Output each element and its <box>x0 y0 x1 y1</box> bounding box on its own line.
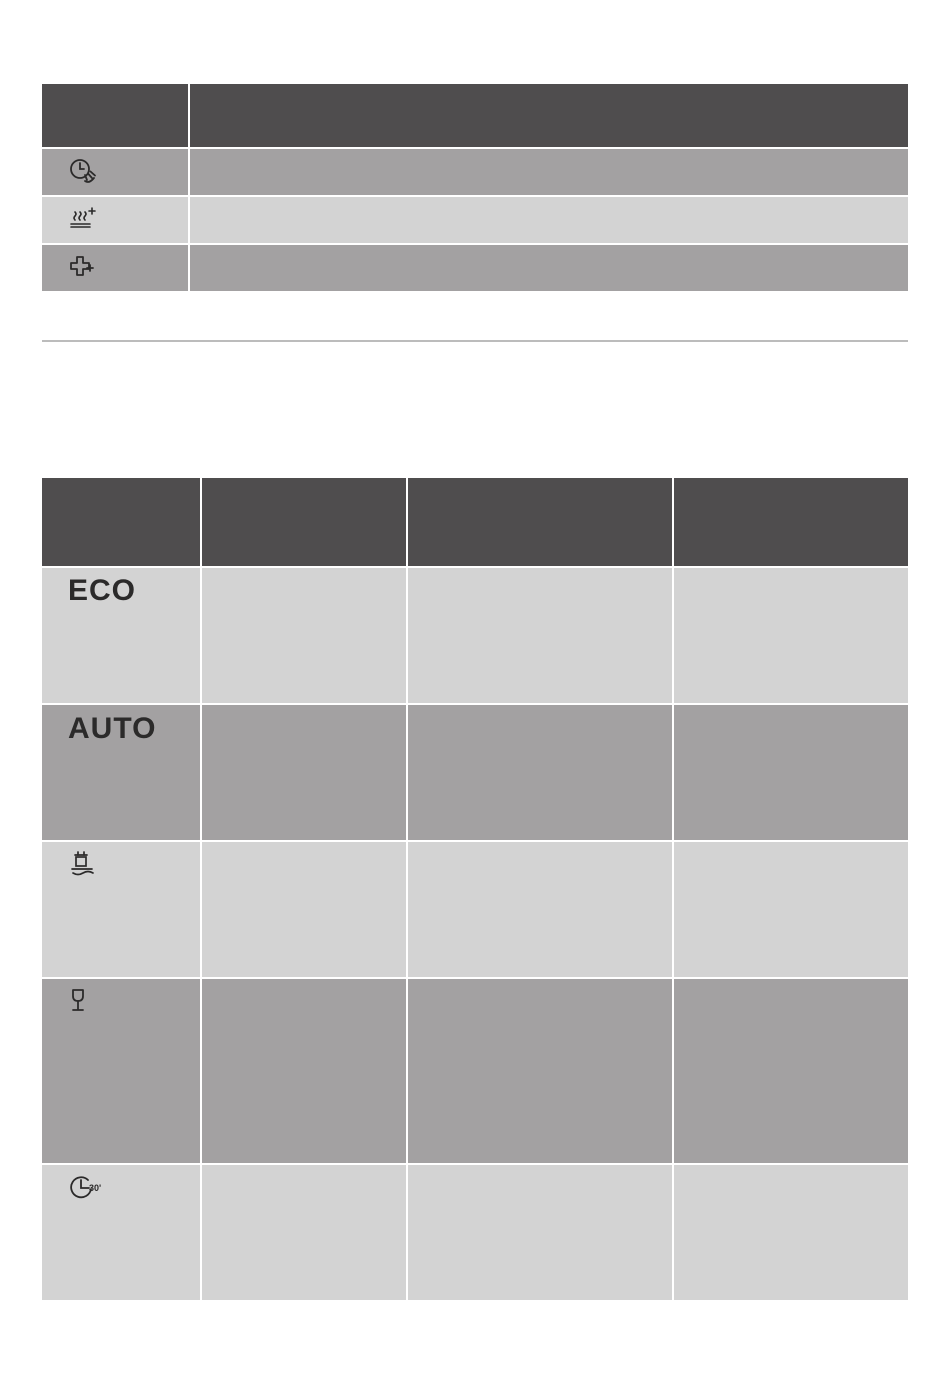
extra-hygiene-icon <box>68 254 100 282</box>
header-col4 <box>674 478 908 566</box>
options-table <box>42 84 908 291</box>
options-header-description <box>190 84 908 147</box>
table-row <box>42 568 908 705</box>
table-row <box>42 245 908 291</box>
table-row <box>42 842 908 979</box>
programme-auto-label: AUTO <box>68 712 157 745</box>
pots-pans-icon <box>70 850 100 882</box>
extra-dry-icon <box>68 206 100 234</box>
table-row <box>42 979 908 1165</box>
programmes-table-header <box>42 478 908 568</box>
header-programme <box>42 478 202 566</box>
programmes-table <box>42 478 908 1300</box>
programme-eco-label: ECO <box>68 574 137 607</box>
options-header-symbol <box>42 84 190 147</box>
glass-icon <box>70 987 100 1019</box>
svg-text:30': 30' <box>89 1183 102 1193</box>
section-divider <box>42 340 908 342</box>
table-row <box>42 705 908 842</box>
30-min-icon <box>70 1173 110 1203</box>
table-row <box>42 1165 908 1300</box>
header-col3 <box>408 478 674 566</box>
options-table-header <box>42 84 908 149</box>
time-manager-icon <box>68 158 100 186</box>
header-col2 <box>202 478 408 566</box>
table-row <box>42 197 908 245</box>
table-row <box>42 149 908 197</box>
